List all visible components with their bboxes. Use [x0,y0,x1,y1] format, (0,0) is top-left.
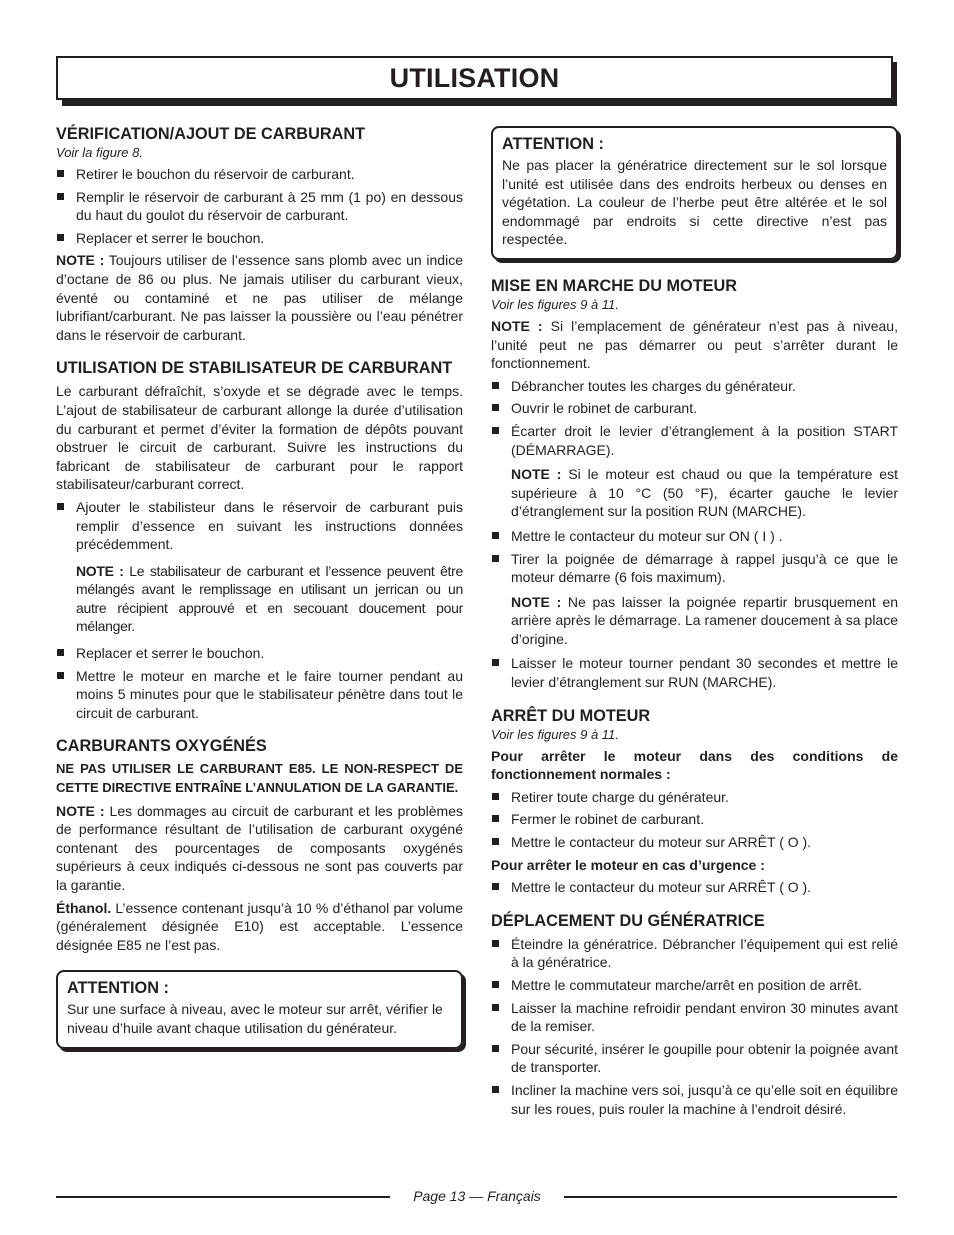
square-bullet-icon [492,659,499,666]
left-column [56,124,463,1049]
square-bullet-icon [492,532,499,539]
section-title-stabilizer: UTILISATION DE STABILISATEUR DE CARBURANT [56,359,453,378]
square-bullet-icon [492,1045,499,1052]
note-label: NOTE : [491,317,543,334]
square-bullet-icon [492,793,499,800]
list-item: Replacer et serrer le bouchon. [56,229,463,248]
note-paragraph: NOTE : Les dommages au circuit de carburant et les problèmes de performance résultant de l’utilisation de carburant oxygéné contenant des pourcentages de composants oxygénés supérieurs à ceux indiqués ci-dessous ne sont pas couverts par la garantie. [56,802,463,893]
section-title-stopping: ARRÊT DU MOTEUR [491,706,651,725]
square-bullet-icon [492,981,499,988]
title-banner [56,56,897,106]
list-item: Replacer et serrer le bouchon. [56,644,463,663]
list-item: Remplir le réservoir de carburant à 25 mm (1 po) en dessous du haut du goulot du réservoir de carburant. [56,188,463,225]
caution-box-grass [491,126,898,260]
list-item: Retirer toute charge du générateur. [491,788,898,807]
list-item: Laisser le moteur tourner pendant 30 secondes et mettre le levier d’étranglement sur RUN (MARCHE). [491,654,898,691]
square-bullet-icon [57,503,64,510]
square-bullet-icon [57,193,64,200]
square-bullet-icon [57,234,64,241]
square-bullet-icon [492,555,499,562]
starting-list-cont [491,527,898,587]
fuel-check-list [56,165,463,247]
caution-box-oil [56,970,463,1048]
square-bullet-icon [492,838,499,845]
indented-note: NOTE : Le stabilisateur de carburant et l’essence peuvent être mélangés avant le remplissage en utilisant un jerrican ou un autre récipient approuvé et en secouant doucement pour mélanger. [76,562,463,635]
list-item: Mettre le contacteur du moteur sur ON ( I ) . [491,527,898,546]
note-label: NOTE : [56,802,105,819]
list-item: Mettre le moteur en marche et le faire tourner pendant au moins 5 minutes pour que le stabilisateur pénètre dans tout le circuit de carburant. [56,667,463,723]
square-bullet-icon [492,815,499,822]
square-bullet-icon [57,649,64,656]
list-item: Incliner la machine vers soi, jusqu’à ce qu’elle soit en équilibre sur les roues, puis rouler la machine à l’endroit désiré. [491,1081,898,1118]
e85-warning: NE PAS UTILISER LE CARBURANT E85. LE NON-RESPECT DE CETTE DIRECTIVE ENTRAÎNE L’ANNULATION DE LA GARANTIE. [56,761,463,796]
square-bullet-icon [57,672,64,679]
square-bullet-icon [57,170,64,177]
list-item: Retirer le bouchon du réservoir de carburant. [56,165,463,184]
list-item: Tirer la poignée de démarrage à rappel jusqu’à ce que le moteur démarre (6 fois maximum). [491,550,898,587]
note-label: NOTE : [76,562,124,579]
section-title-oxygenated: CARBURANTS OXYGÉNÉS [56,737,267,756]
square-bullet-icon [492,427,499,434]
subheading-normal-stop: Pour arrêter le moteur dans des conditions de fonctionnement normales : [491,747,898,783]
caution-title: ATTENTION : [502,135,604,153]
section-title-starting: MISE EN MARCHE DU MOTEUR [491,276,738,295]
list-item: Ouvrir le robinet de carburant. [491,399,898,418]
section-title-moving: DÉPLACEMENT DU GÉNÉRATRICE [491,911,765,930]
starting-list-end [491,654,898,691]
square-bullet-icon [492,404,499,411]
ethanol-paragraph: Éthanol. L’essence contenant jusqu’à 10 % d’éthanol par volume (généralement désignée E10) est acceptable. L’essence désignée E85 ne l’est pas. [56,899,463,953]
indented-note: NOTE : Si le moteur est chaud ou que la température est supérieure à 10 °C (50 °F), écarter gauche le levier d’étranglement sur la position RUN (MARCHE). [511,466,898,520]
ethanol-label: Éthanol. [56,899,112,916]
square-bullet-icon [492,1004,499,1011]
square-bullet-icon [492,883,499,890]
stabilizer-list [56,498,463,554]
caution-title: ATTENTION : [67,979,169,998]
list-item: Ajouter le stabilisteur dans le réservoir de carburant puis remplir d’essence en suivant les instructions données précédemment. [56,498,463,554]
list-item: Fermer le robinet de carburant. [491,810,898,829]
square-bullet-icon [492,940,499,947]
right-column [491,126,898,1122]
note-label: NOTE : [511,466,562,483]
figure-reference: Voir les figures 9 à 11. [491,296,619,312]
page-title: UTILISATION [56,56,893,100]
footer-rule-right [564,1196,897,1198]
figure-reference: Voir les figures 9 à 11. [491,726,619,742]
emergency-stop-list [491,878,898,897]
note-label: NOTE : [511,593,562,610]
list-item: Éteindre la génératrice. Débrancher l’équipement qui est relié à la génératrice. [491,935,898,972]
list-item: Débrancher toutes les charges du générateur. [491,377,898,396]
list-item: Mettre le contacteur du moteur sur ARRÊT ( O ). [491,833,898,852]
list-item: Mettre le commutateur marche/arrêt en position de arrêt. [491,976,898,995]
subheading-emergency-stop: Pour arrêter le moteur en cas d’urgence : [491,856,765,873]
note-paragraph: NOTE : Toujours utiliser de l’essence sans plomb avec un indice d’octane de 86 ou plus. Ne jamais utiliser du carburant vieux, éventé ou contaminé et ne pas utiliser de mélange lubrifiant/carburant. Ne pas laisser la poussière ou l’eau pénétrer dans le réservoir de carburant. [56,252,463,343]
square-bullet-icon [492,1086,499,1093]
figure-reference: Voir la figure 8. [56,145,143,160]
caution-text: Ne pas placer la génératrice directement sur le sol lorsque l’unité est utilisée dans des endroits herbeux ou denses en végétation. La couleur de l’herbe peut être altérée et le sol endommagé par endroits si cette directive n’est pas respectée. [502,157,887,248]
section-title-fuel-check: VÉRIFICATION/AJOUT DE CARBURANT [56,125,366,143]
indented-note: NOTE : Ne pas laisser la poignée repartir brusquement en arrière après le démarrage. La ramener doucement à sa place d’origine. [511,593,898,647]
list-item: Pour sécurité, insérer le goupille pour obtenir la poignée avant de transporter. [491,1040,898,1077]
square-bullet-icon [492,382,499,389]
stabilizer-paragraph: Le carburant défraîchit, s’oxyde et se dégrade avec le temps. L’ajout de stabilisateur de carburant allonge la durée d’utilisation du carburant et permet d’éviter la formation de dépôts pouvant obstruer le circuit de carburant. Suivre les instructions du fabricant de stabilisateur de carburant pour le rapport stabilisateur/carburant correct. [56,383,463,493]
note-label: NOTE : [56,252,105,269]
note-paragraph: NOTE : Si l’emplacement de générateur n’est pas à niveau, l’unité peut ne pas démarrer ou peut s’arrêter durant le fonctionnement. [491,317,898,372]
stabilizer-list-cont [56,644,463,722]
moving-list [491,935,898,1118]
caution-text: Sur une surface à niveau, avec le moteur sur arrêt, vérifier le niveau d’huile avant chaque utilisation du générateur. [67,1001,443,1036]
list-item: Mettre le contacteur du moteur sur ARRÊT ( O ). [491,878,898,897]
list-item: Écarter droit le levier d’étranglement à la position START (DÉMARRAGE). [491,422,898,459]
footer-rule-left [56,1196,390,1198]
page-number: Page 13 — Français [413,1188,541,1204]
starting-list [491,377,898,459]
normal-stop-list [491,788,898,852]
list-item: Laisser la machine refroidir pendant environ 30 minutes avant de la remiser. [491,999,898,1036]
